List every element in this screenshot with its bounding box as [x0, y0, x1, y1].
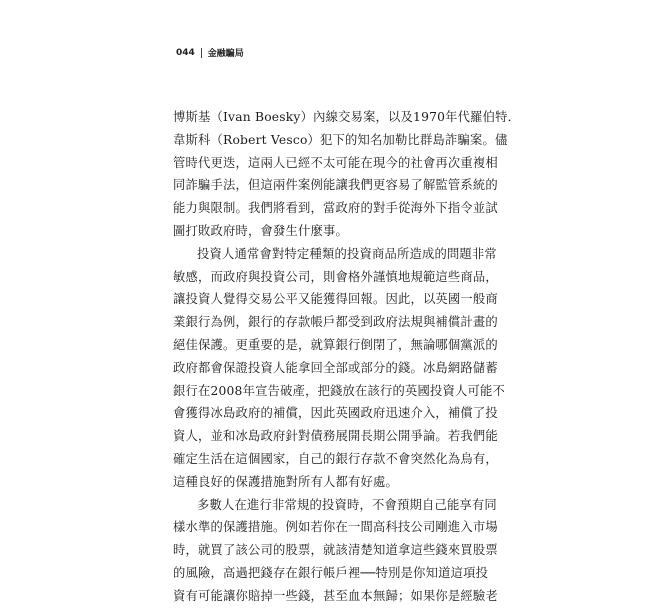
text-line: 敏感，而政府與投資公司，則會格外謹慎地規範這些商品，	[173, 269, 498, 284]
text-line: 管時代更迭，這兩人已經不太可能在現今的社會再次重複相	[173, 155, 498, 170]
text-line: 這種良好的保護措施對所有人都有好處。	[173, 474, 398, 489]
text-line: 韋斯科（Robert Vesco）犯下的知名加勒比群島詐騙案。儘	[173, 132, 508, 147]
text-line: 銀行在2008年宣告破產，把錢放在該行的英國投資人可能不	[173, 383, 506, 398]
text-line: 圖打敗政府時，會發生什麼事。	[173, 223, 348, 238]
text-line: 時，就買了該公司的股票，就該清楚知道拿這些錢來買股票	[173, 543, 498, 558]
text-line: 絕佳保護。更重要的是，就算銀行倒閉了，無論哪個黨派的	[173, 337, 498, 352]
text-line: 政府都會保證投資人能拿回全部或部分的錢。冰島網路儲蓄	[173, 360, 498, 375]
paragraph-3	[173, 494, 498, 608]
header-divider	[201, 48, 202, 58]
text-line: 業銀行為例，銀行的存款帳戶都受到政府法規與補償計畫的	[173, 315, 498, 330]
text-line: 樣水準的保護措施。例如若你在一間高科技公司剛進入市場	[173, 520, 498, 535]
text-line: 會獲得冰島政府的補償，因此英國政府迅速介入，補償了投	[173, 406, 498, 421]
text-line: 讓投資人覺得交易公平又能獲得回報。因此，以英國一般商	[173, 292, 498, 307]
text-line: 資有可能讓你賠掉一些錢，甚至血本無歸；如果你是經驗老	[173, 588, 498, 603]
book-title: 金融騙局	[207, 49, 244, 59]
paragraph-1	[173, 106, 521, 243]
text-line: 確定生活在這個國家，自己的銀行存款不會突然化為烏有，	[173, 451, 498, 466]
text-line: 同詐騙手法，但這兩件案例能讓我們更容易了解監管系統的	[173, 178, 498, 193]
text-line: 多數人在進行非常規的投資時，不會預期自己能享有同	[197, 497, 497, 512]
text-line: 投資人通常會對特定種類的投資商品所造成的問題非常	[197, 246, 497, 261]
body-text	[173, 106, 521, 608]
page-number: 044	[176, 47, 195, 58]
text-line: 的風險，高過把錢存在銀行帳戶裡──特別是你知道這項投	[173, 565, 489, 580]
text-line: 能力與限制。我們將看到，當政府的對手從海外下指令並試	[173, 201, 498, 216]
text-line: 博斯基（Ivan Boesky）內線交易案，以及1970年代羅伯特．	[173, 110, 521, 124]
running-header	[176, 46, 244, 59]
text-line: 資人，並和冰島政府針對債務展開長期公開爭論。若我們能	[173, 429, 498, 444]
paragraph-2	[173, 243, 506, 494]
